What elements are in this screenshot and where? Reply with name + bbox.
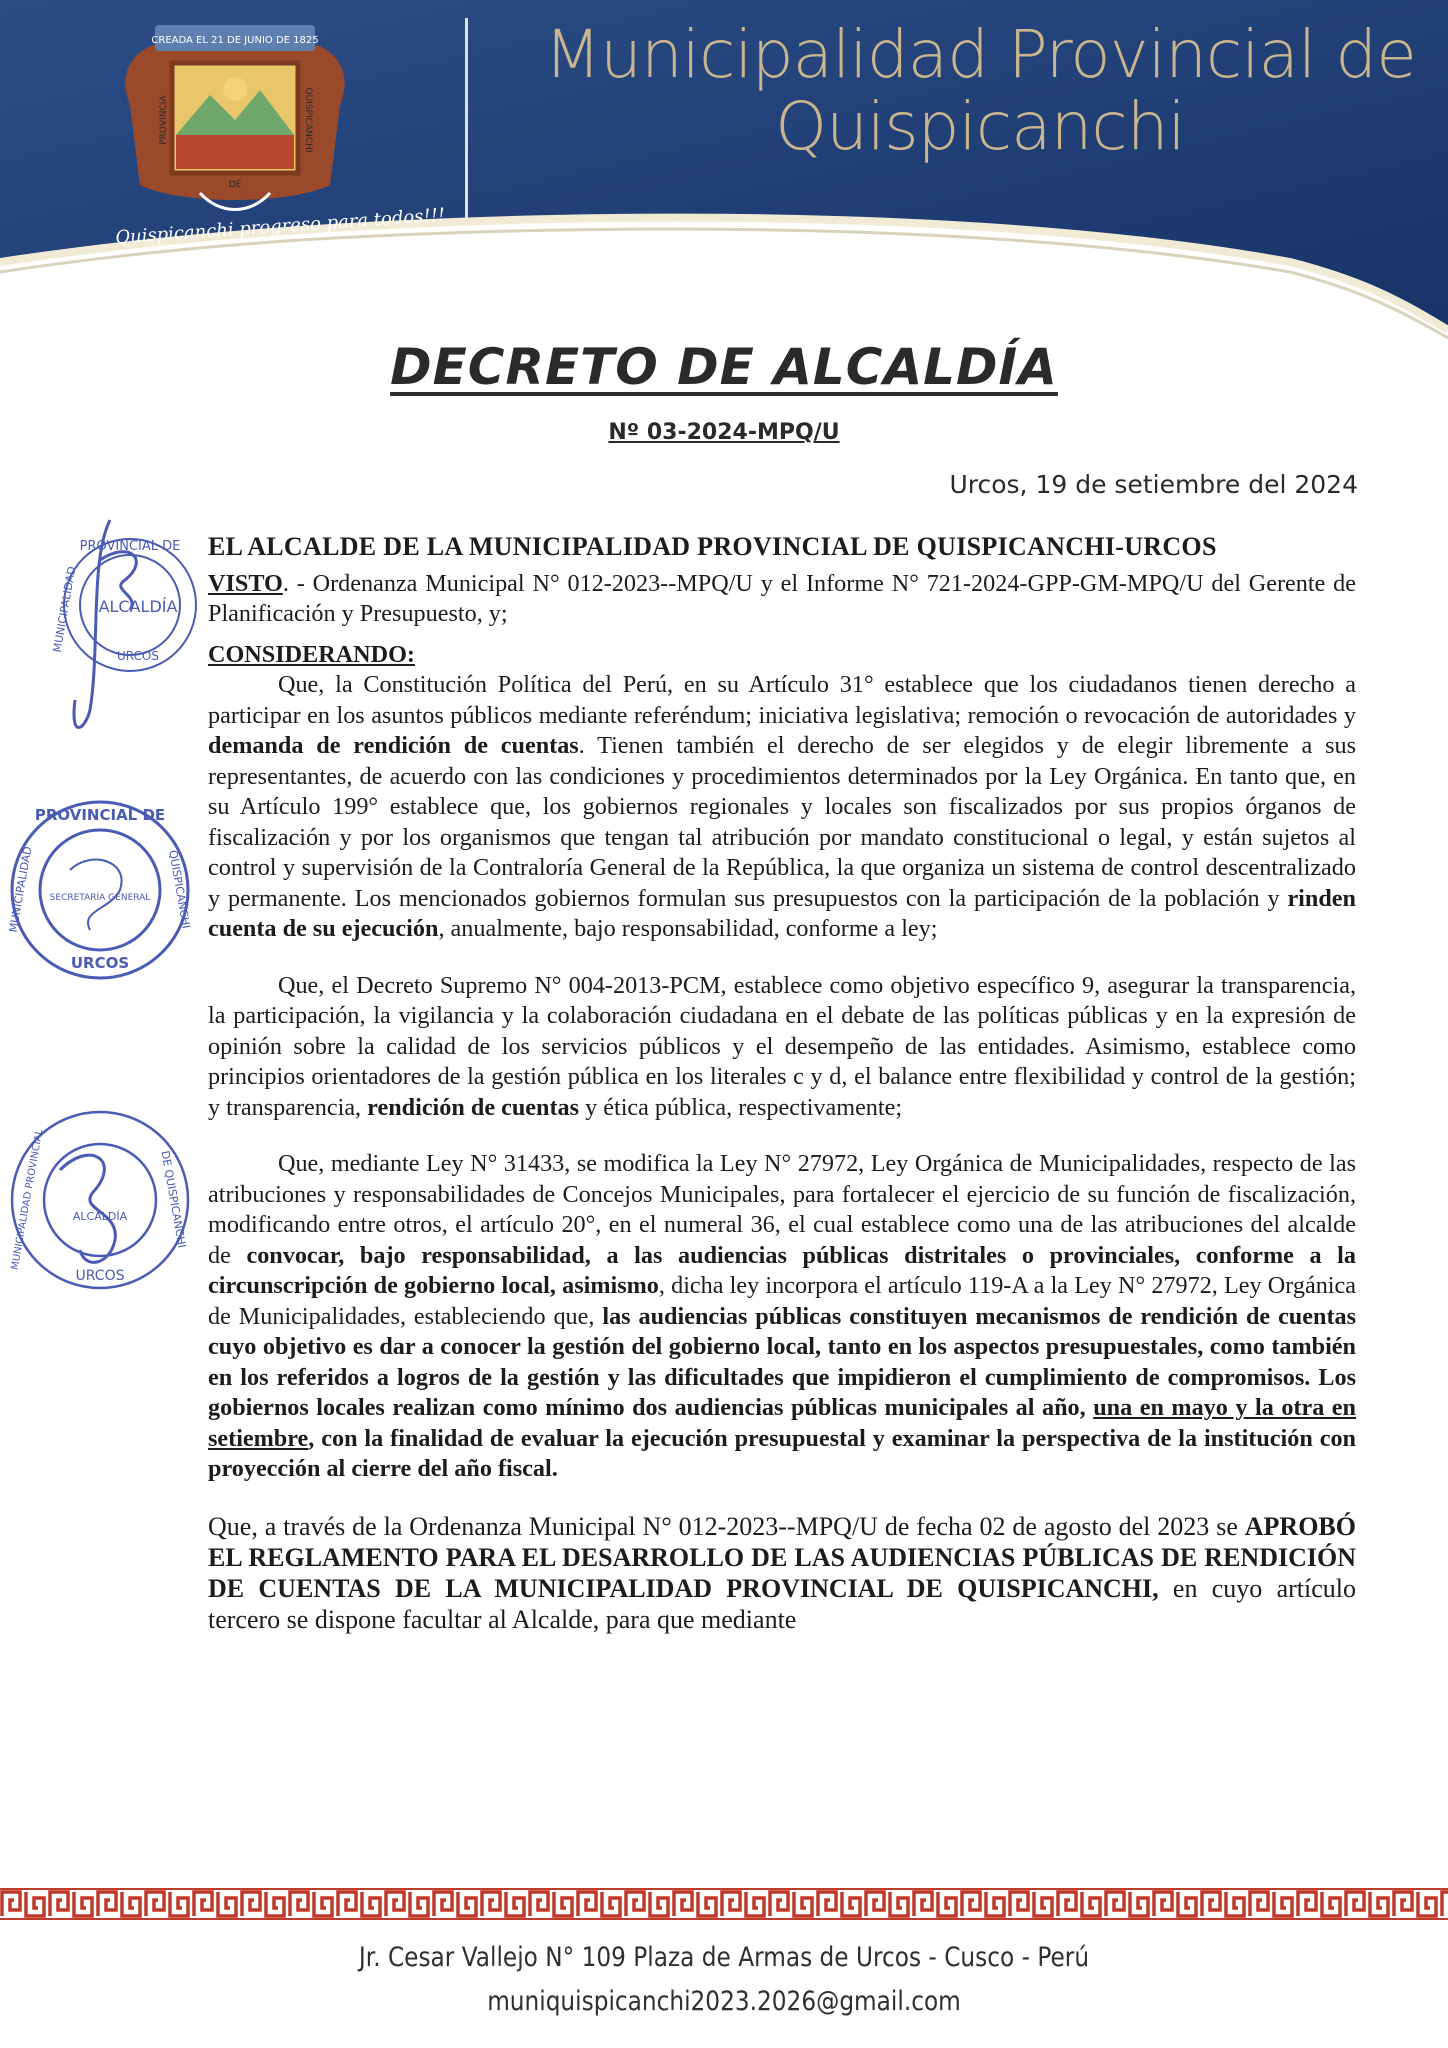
stamp-signature	[0, 1100, 200, 1300]
p2-text-b: rendición de cuentas	[367, 1093, 580, 1121]
header-divider	[465, 18, 468, 218]
paragraph-constitution	[208, 670, 1356, 945]
p3-text-e: una en mayo y la otra en setiembre	[208, 1394, 1356, 1452]
stamp3-left-text: MUNICIPALIDAD PROVINCIAL	[9, 1128, 46, 1271]
p2-text-a: Que, el Decreto Supremo N° 004-2013-PCM, establece como objetivo específico 9, asegurar la transparencia, la participación, la vigilancia y la colaboración ciudadana en el debate de las políticas públicas y en la expresión de opinión sobre la calidad de los servicios públicos y el desempeño de las entidades. Asimismo, establece como principios orientadores de la gestión pública en los literales c y d, el balance entre flexibilidad y control de la gestión; y transparencia,	[208, 971, 1356, 1121]
stamp3-bottom-text: URCOS	[75, 1268, 125, 1284]
slogan: Quispicanchi progreso para todos!!!	[114, 204, 446, 249]
p3-text-d: las audiencias públicas constituyen mecanismos de rendición de cuentas cuyo objetivo es dar a conocer la gestión del gobierno local, tanto en los aspectos presupuestales, como también en los referidos a logros de la gestión y las dificultades que impidieron el cumplimiento de compromisos. Los gobiernos locales realizan como mínimo dos audiencias públicas municipales al año,	[208, 1302, 1357, 1421]
stamp2-bottom-text: URCOS	[70, 954, 130, 972]
p1-text-d: rinden cuenta de su ejecución	[208, 884, 1356, 942]
p3-text-b: convocar, bajo responsabilidad, a las audiencias públicas distritales o provinciales, conforme a la circunscripción de gobierno local, asimismo	[208, 1241, 1356, 1299]
stamp2-right-text: QUISPICANCHI	[166, 849, 193, 930]
document-title: DECRETO DE ALCALDÍA	[390, 338, 1058, 396]
p3-text-c: , dicha ley incorpora el artículo 119-A a la Ley N° 27972, Ley Orgánica de Municipalidades, estableciendo que,	[208, 1272, 1356, 1330]
stamp-secretaria	[0, 790, 200, 990]
stamp-alcaldia	[30, 500, 210, 740]
crest-left-text: PROVINCIA	[159, 95, 169, 145]
p1-text-a: Que, la Constitución Política del Perú, en su Artículo 31° establece que los ciudadanos tienen derecho a participar en los asuntos públicos mediante referéndum; iniciativa legislativa; remoción o revocación de autoridades y	[208, 671, 1356, 729]
p4-text-a: Que, a través de la Ordenanza Municipal N° 012-2023--MPQ/U de fecha 02 de agosto del 2023 se	[208, 1511, 1245, 1541]
stamp2-top-text: PROVINCIAL DE	[34, 806, 166, 824]
document-body	[208, 532, 1356, 1635]
p3-text-f: , con la finalidad de evaluar la ejecución presupuestal y examinar la perspectiva de la institución con proyección al cierre del año fiscal.	[208, 1424, 1356, 1482]
stamp3-right-text: DE QUISPICANCHI	[158, 1149, 189, 1249]
p1-text-e: , anualmente, bajo responsabilidad, conforme a ley;	[438, 915, 938, 942]
crest-bottom-text: DE	[228, 180, 242, 190]
institution-name-line2: Quispicanchi	[775, 88, 1185, 165]
stamp2-center-text: SECRETARÍA GENERAL	[49, 893, 151, 903]
p4-text-c: en cuyo artículo tercero se dispone facultar al Alcalde, para que mediante	[208, 1573, 1356, 1634]
header-banner	[0, 0, 1448, 340]
paragraph-ley-31433	[208, 1149, 1356, 1485]
institution-name	[540, 16, 1420, 165]
p1-text-b: demanda de rendición de cuentas	[208, 732, 579, 759]
stamp1-bottom-text: URCOS	[117, 649, 159, 663]
institution-name-line1: Municipalidad Provincial de	[544, 16, 1416, 93]
crest-right-text: QUISPICANCHI	[303, 87, 313, 153]
stamp1-center-text: ALCALDÍA	[98, 597, 178, 616]
considerando-label: CONSIDERANDO:	[208, 640, 415, 668]
footer-pattern-band	[0, 1888, 1448, 1920]
visto-label: VISTO	[208, 569, 283, 597]
paragraph-ordenanza	[208, 1511, 1356, 1635]
document-number: Nº 03-2024-MPQ/U	[608, 420, 840, 445]
authority-line: EL ALCALDE DE LA MUNICIPALIDAD PROVINCIAL DE QUISPICANCHI-URCOS	[208, 532, 1217, 561]
p3-text-a: Que, mediante Ley N° 31433, se modifica la Ley N° 27972, Ley Orgánica de Municipalidades, respecto de las atribuciones y responsabilidades de Concejos Municipales, para fortalecer el ejercicio de su función de fiscalización, modificando entre otros, el artículo 20°, en el numeral 36, el cual establece como una de las atribuciones del alcalde de	[208, 1150, 1356, 1269]
crest-banner-text: CREADA EL 21 DE JUNIO DE 1825	[151, 35, 319, 46]
stamp1-top-text: PROVINCIAL DE	[79, 539, 181, 554]
footer-address: Jr. Cesar Vallejo N° 109 Plaza de Armas de Urcos - Cusco - Perú	[358, 1942, 1090, 1973]
p4-text-b: APROBÓ EL REGLAMENTO PARA EL DESARROLLO DE LAS AUDIENCIAS PÚBLICAS DE RENDICIÓN DE CUENTAS DE LA MUNICIPALIDAD PROVINCIAL DE QUISPICANCHI,	[208, 1511, 1356, 1603]
stamp1-left-text: MUNICIPALIDAD	[50, 565, 79, 654]
p2-text-c: y ética pública, respectivamente;	[579, 1093, 903, 1121]
visto-paragraph	[208, 569, 1356, 630]
footer-email: muniquispicanchi2023.2026@gmail.com	[487, 1986, 961, 2017]
visto-text: . - Ordenanza Municipal N° 012-2023--MPQ/U y el Informe N° 721-2024-GPP-GM-MPQ/U del Gerente de Planificación y Presupuesto, y;	[208, 569, 1356, 627]
p1-text-c: . Tienen también el derecho de ser elegidos y de elegir libremente a sus representantes, de acuerdo con las condiciones y procedimientos determinados por la Ley Orgánica. En tanto que, en su Artículo 199° establece que, los gobiernos regionales y locales son fiscalizados por sus propios órganos de fiscalización y por los organismos que tengan tal atribución por mandato constitucional o legal, y están sujetos al control y supervisión de la Contraloría General de la República, la que organiza un sistema de control descentralizado y permanente. Los mencionados gobiernos formulan sus presupuestos con la participación de la población y	[208, 732, 1356, 912]
stamp3-center-text: ALCALDÍA	[72, 1210, 128, 1223]
crest-logo	[110, 15, 360, 225]
stamp2-left-text: MUNICIPALIDAD	[6, 845, 35, 934]
document-date: Urcos, 19 de setiembre del 2024	[949, 470, 1358, 499]
paragraph-decreto-supremo	[208, 971, 1356, 1124]
considerando-heading	[208, 640, 1356, 671]
